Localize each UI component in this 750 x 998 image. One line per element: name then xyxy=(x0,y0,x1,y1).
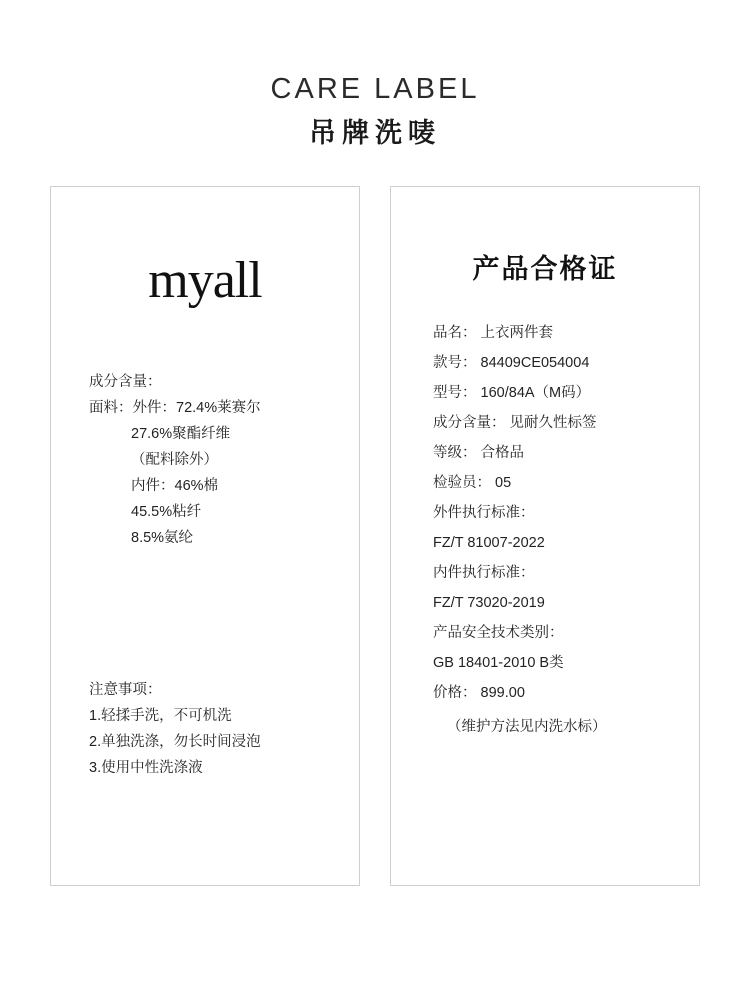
certificate-row: FZ/T 81007-2022 xyxy=(433,535,545,552)
page-title-en: CARE LABEL xyxy=(270,73,480,105)
certificate-row: 价格： 899.00 xyxy=(433,685,525,702)
certificate-row: 型号： 160/84A（M码） xyxy=(433,385,591,402)
composition-line: 45.5%粘纤 xyxy=(131,504,202,521)
certificate-row: 产品安全技术类别： xyxy=(433,625,564,642)
care-notes-block xyxy=(89,677,261,781)
composition-heading: 成分含量： xyxy=(89,374,162,391)
certificate-row: 外件执行标准： xyxy=(433,505,535,522)
composition-line: 内件：46%棉 xyxy=(131,478,219,495)
page-title-cn: 吊牌洗唛 xyxy=(309,117,441,148)
certificate-row: 款号： 84409CE054004 xyxy=(433,355,590,372)
certificate-footnote: （维护方法见内洗水标） xyxy=(447,719,607,736)
care-note-item: 3.使用中性洗涤液 xyxy=(89,760,203,777)
composition-line: 面料：外件：72.4%莱赛尔 xyxy=(89,400,261,417)
composition-block xyxy=(51,369,359,551)
certificate-row: GB 18401-2010 B类 xyxy=(433,655,564,672)
composition-line: （配料除外） xyxy=(131,452,218,469)
certificate-details xyxy=(391,318,699,708)
certificate-row: FZ/T 73020-2019 xyxy=(433,595,545,612)
composition-line: 8.5%氨纶 xyxy=(131,530,194,547)
care-note-item: 1.轻揉手洗，不可机洗 xyxy=(89,708,232,725)
label-cards xyxy=(0,186,750,886)
certificate-row: 成分含量： 见耐久性标签 xyxy=(433,415,597,432)
certificate-title: 产品合格证 xyxy=(472,254,618,285)
care-instructions-card xyxy=(50,186,360,886)
care-notes-heading: 注意事项： xyxy=(89,682,162,699)
certificate-row: 内件执行标准： xyxy=(433,565,535,582)
care-note-item: 2.单独洗涤，勿长时间浸泡 xyxy=(89,734,261,751)
composition-line: 27.6%聚酯纤维 xyxy=(131,426,231,443)
certificate-row: 品名： 上衣两件套 xyxy=(433,325,554,342)
certificate-row: 等级： 合格品 xyxy=(433,445,525,462)
page-header xyxy=(0,0,750,149)
certificate-row: 检验员： 05 xyxy=(433,475,512,492)
brand-logo: myall xyxy=(148,252,262,310)
certificate-card xyxy=(390,186,700,886)
